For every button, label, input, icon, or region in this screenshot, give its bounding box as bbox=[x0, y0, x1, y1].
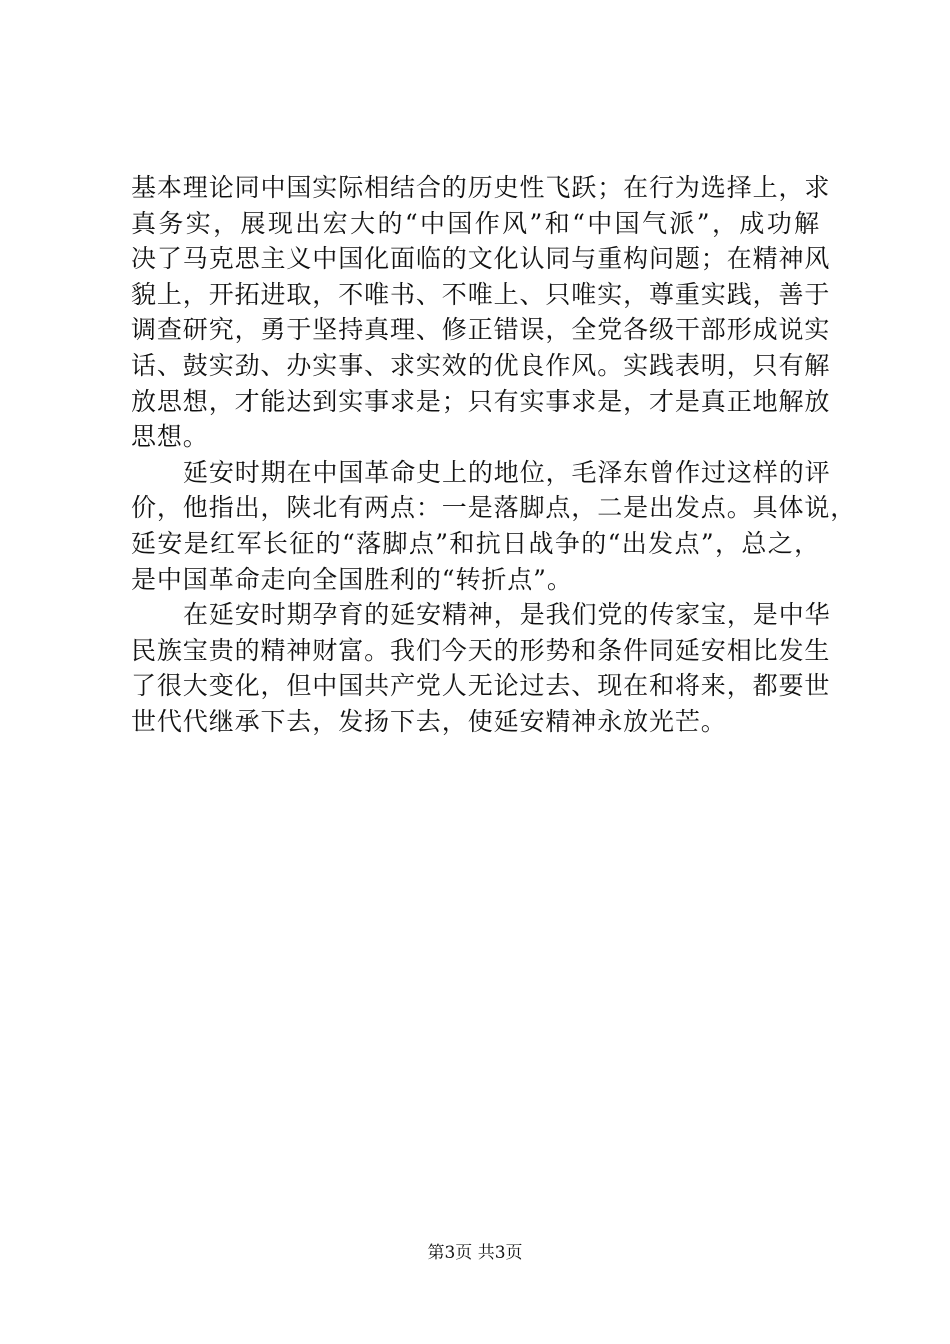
text-line: 在延安时期孕育的延安精神，是我们党的传家宝，是中华 bbox=[183, 600, 831, 630]
text-line: 价，他指出，陕北有两点：一是落脚点，二是出发点。具体说， bbox=[131, 493, 857, 523]
text-line: 民族宝贵的精神财富。我们今天的形势和条件同延安相比发生 bbox=[131, 635, 831, 665]
text-line: 世代代继承下去，发扬下去，使延安精神永放光芒。 bbox=[131, 706, 727, 736]
paragraph-1 bbox=[131, 170, 831, 455]
paragraph-3 bbox=[131, 597, 831, 739]
document-body bbox=[131, 170, 857, 740]
paragraph-2 bbox=[131, 455, 857, 597]
text-line: 了很大变化，但中国共产党人无论过去、现在和将来，都要世 bbox=[131, 671, 831, 701]
page-number-footer: 第3页 共3页 bbox=[427, 1243, 523, 1263]
text-line: 思想。 bbox=[131, 422, 209, 452]
text-line: 貌上，开拓进取，不唯书、不唯上、只唯实，尊重实践，善于 bbox=[131, 279, 831, 309]
text-line: 延安是红军长征的“落脚点”和抗日战争的“出发点”，总之， bbox=[131, 528, 820, 558]
text-line: 是中国革命走向全国胜利的“转折点”。 bbox=[131, 564, 573, 594]
text-line: 调查研究，勇于坚持真理、修正错误，全党各级干部形成说实 bbox=[131, 315, 831, 345]
text-line: 决了马克思主义中国化面临的文化认同与重构问题；在精神风 bbox=[131, 244, 831, 274]
text-line: 真务实，展现出宏大的“中国作风”和“中国气派”，成功解 bbox=[131, 208, 820, 238]
text-line: 话、鼓实劲、办实事、求实效的优良作风。实践表明，只有解 bbox=[131, 350, 831, 380]
text-line: 基本理论同中国实际相结合的历史性飞跃；在行为选择上，求 bbox=[131, 173, 831, 202]
text-line: 放思想，才能达到实事求是；只有实事求是，才是真正地解放 bbox=[131, 386, 831, 416]
text-line: 延安时期在中国革命史上的地位，毛泽东曾作过这样的评 bbox=[183, 457, 831, 487]
